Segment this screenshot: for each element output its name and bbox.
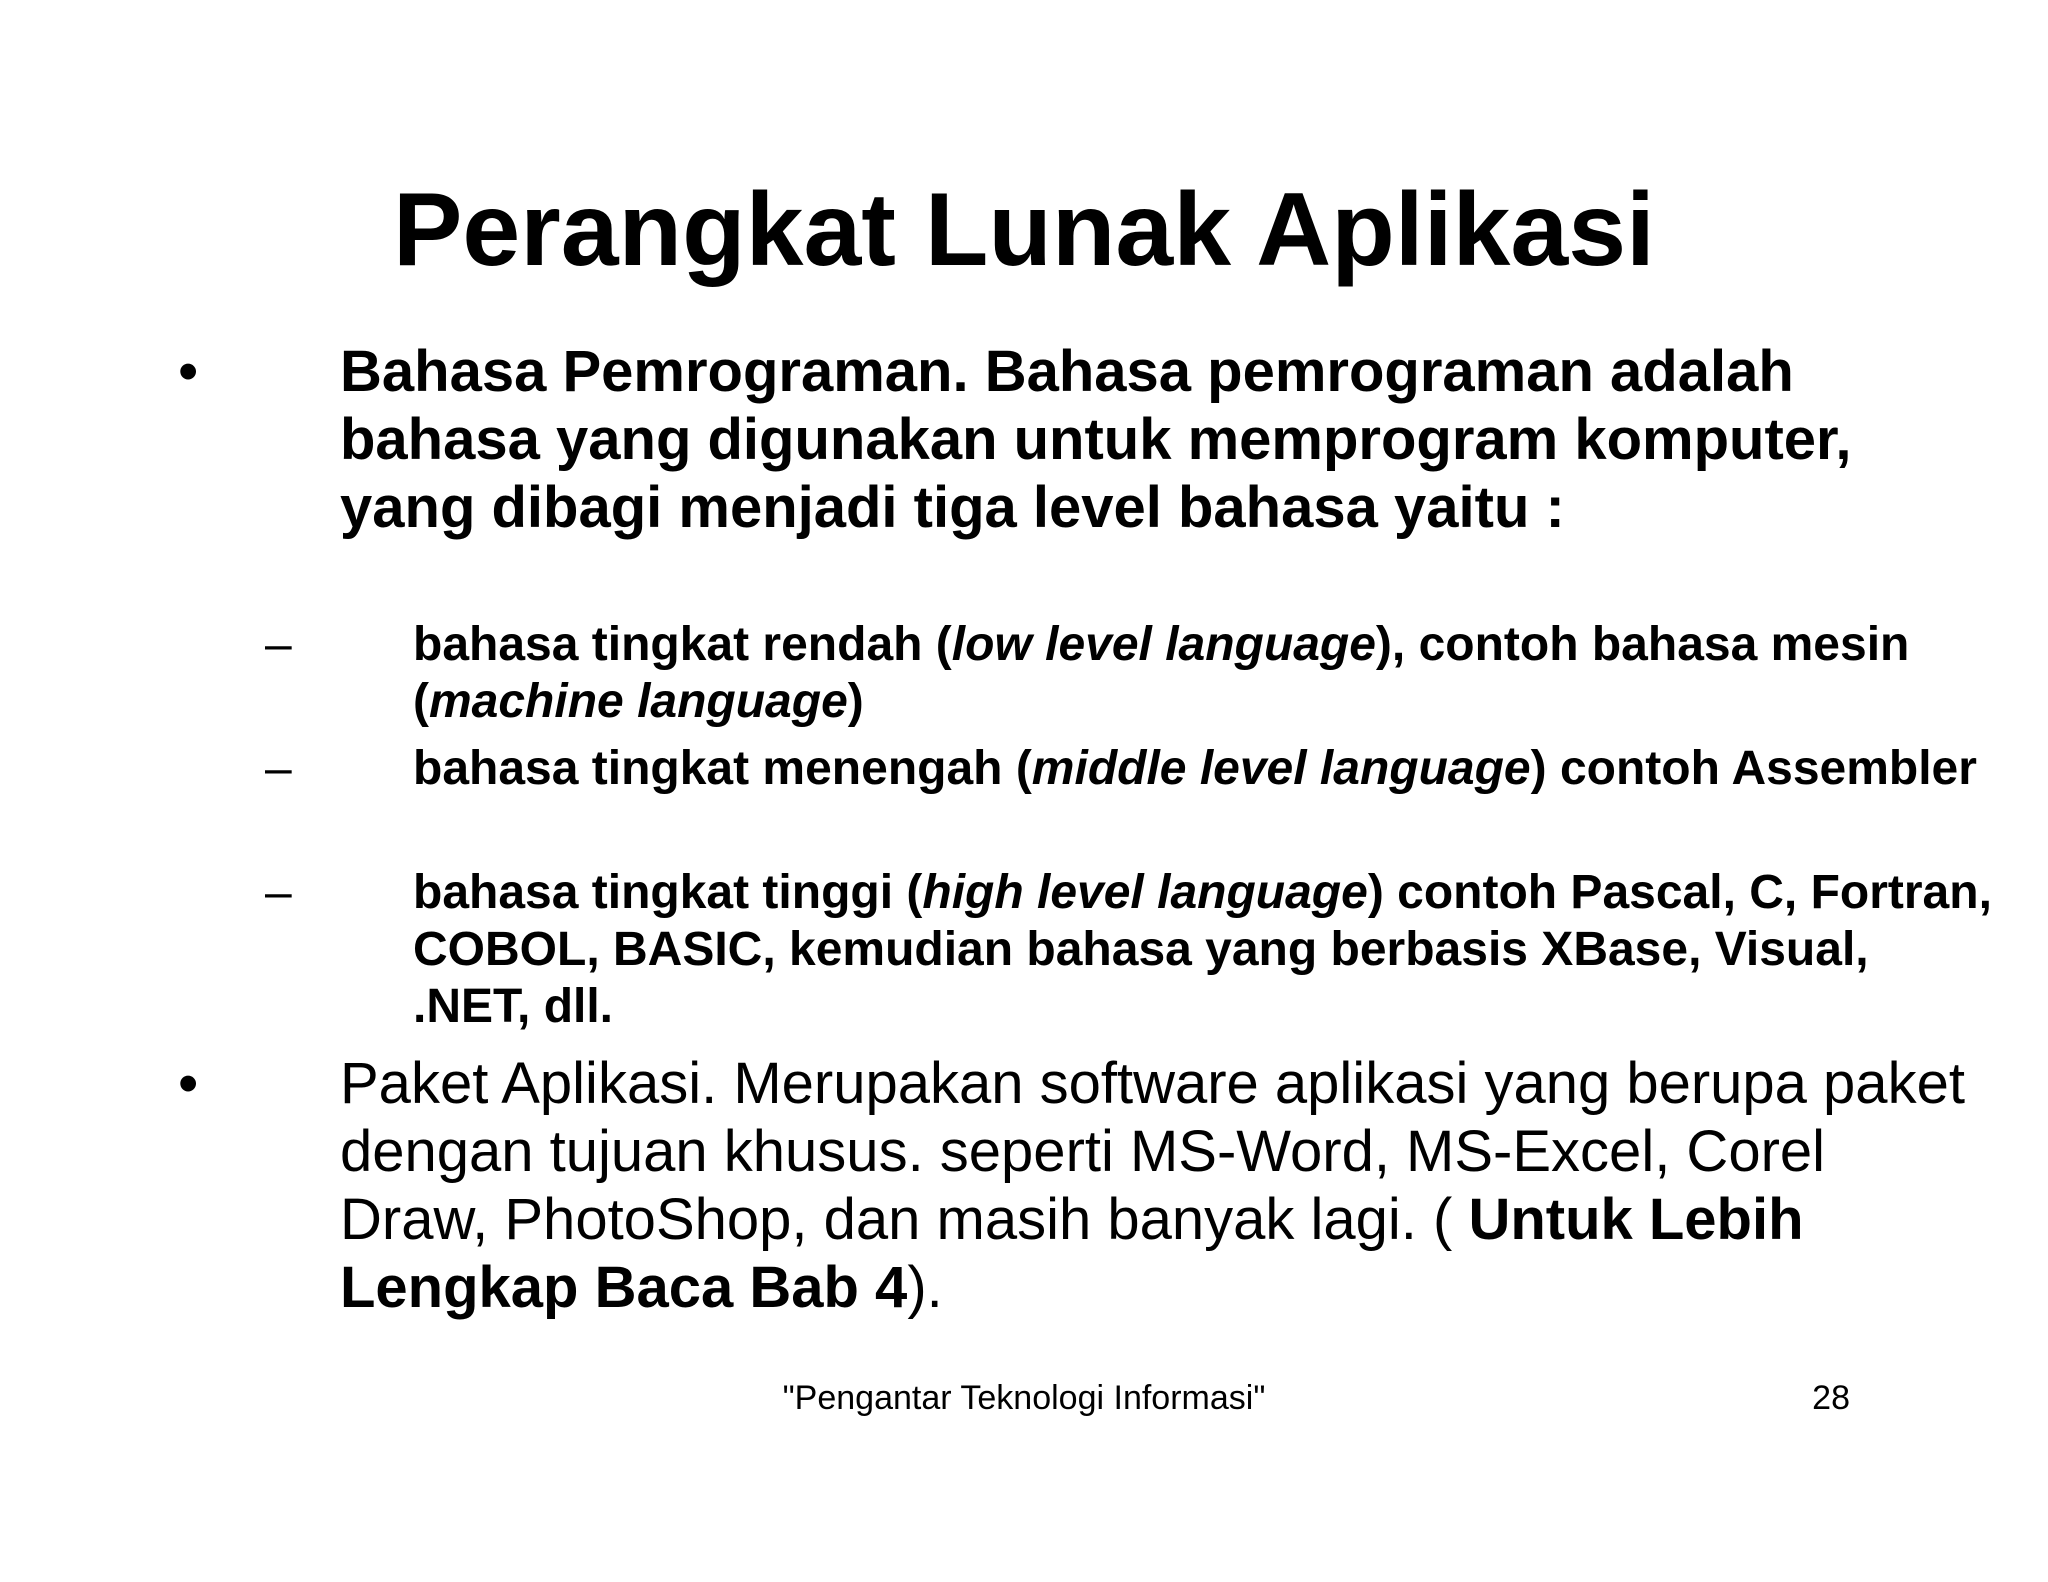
bullet-text: Bahasa Pemrograman. Bahasa pemrograman adalah bahasa yang digunakan untuk memprogram komputer, yang dibagi menjadi tiga level bahasa yaitu : (340, 339, 1852, 540)
italic-term: low level language (951, 618, 1376, 671)
dash-marker: – (265, 742, 292, 795)
bullet-text (340, 1050, 1980, 1322)
text-segment: bahasa tingkat tinggi ( (413, 866, 923, 919)
text-segment: bahasa tingkat menengah ( (413, 742, 1032, 795)
text-segment: ) contoh Assembler (1530, 742, 1977, 795)
text-segment: bahasa tingkat rendah ( (413, 618, 952, 671)
text-segment: ) contoh Pascal, C, Fortran, COBOL, BASIC, kemudian bahasa yang berbasis XBase, Visual, .NET, dll. (413, 866, 1992, 1033)
dash-marker: – (265, 866, 292, 919)
slide-title: Perangkat Lunak Aplikasi (393, 172, 1655, 288)
italic-term: high level language (922, 866, 1368, 919)
text-segment: ). (907, 1255, 943, 1320)
sub-item-text (413, 740, 1993, 797)
bold-reference: Untuk Lebih Lengkap Baca Bab 4 (340, 1187, 1804, 1320)
text-segment: Paket Aplikasi. Merupakan software aplikasi yang berupa paket dengan tujuan khusus. seperti MS-Word, MS-Excel, Corel Draw, PhotoShop, dan masih banyak lagi. ( (340, 1051, 1965, 1252)
bullet-marker: • (178, 1051, 199, 1116)
italic-term: machine language (428, 675, 848, 728)
text-segment: ) (847, 675, 864, 728)
sub-item-text (413, 616, 1993, 730)
text-segment: ), contoh bahasa mesin ( (413, 618, 1910, 728)
italic-term: middle level language (1031, 742, 1531, 795)
bullet-marker: • (178, 339, 199, 404)
dash-marker: – (265, 618, 292, 671)
footer-course-title: "Pengantar Teknologi Informasi" (782, 1379, 1266, 1417)
sub-item-text (413, 864, 1993, 1035)
page-number: 28 (1812, 1379, 1850, 1417)
